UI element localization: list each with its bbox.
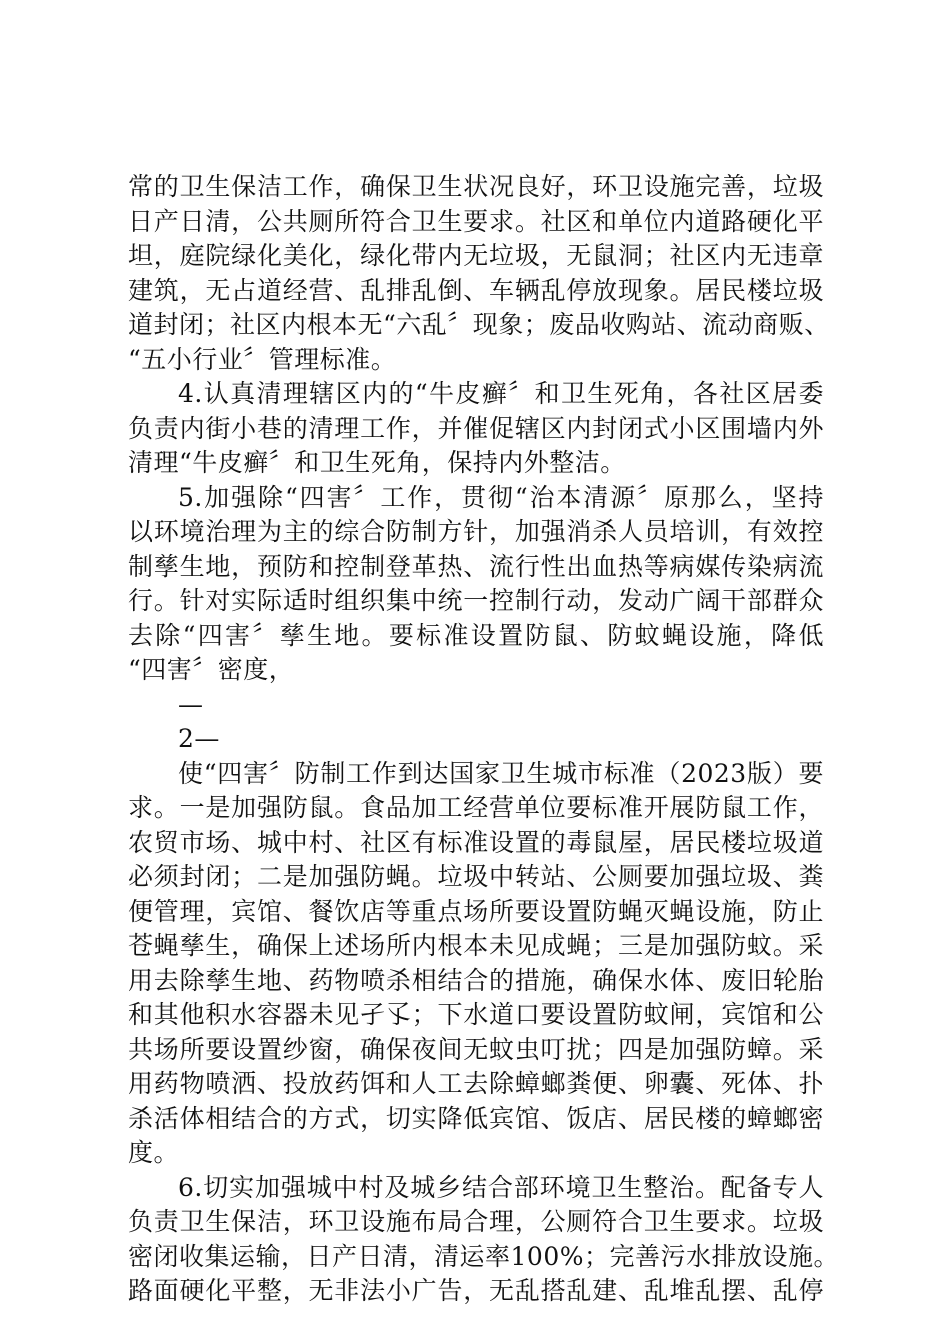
text-line: 道封闭；社区内根本无“六乱〞现象；废品收购站、流动商贩、 <box>128 310 830 339</box>
text-line: 使“四害〞防制工作到达国家卫生城市标准（2023版）要 <box>178 758 824 788</box>
page-number: 2— <box>178 724 220 753</box>
text-line: 坦，庭院绿化美化，绿化带内无垃圾，无鼠洞；社区内无违章 <box>128 241 824 270</box>
text-line: 行。针对实际适时组织集中统一控制行动，发动广阔干部群众 <box>128 586 824 615</box>
text-line: 建筑，无占道经营、乱排乱倒、车辆乱停放现象。居民楼垃圾 <box>128 275 824 305</box>
text-line: 用去除孳生地、药物喷杀相结合的措施，确保水体、废旧轮胎 <box>128 965 824 995</box>
text-line: 农贸市场、城中村、社区有标准设置的毒鼠屋，居民楼垃圾道 <box>128 827 824 857</box>
text-line: 去除“四害〞孳生地。要标准设置防鼠、防蚊蝇设施，降低 <box>128 620 824 650</box>
text-line: 以环境治理为主的综合防制方针，加强消杀人员培训，有效控 <box>128 517 824 546</box>
text-line: 求。一是加强防鼠。食品加工经营单位要标准开展防鼠工作， <box>128 793 824 822</box>
paragraph-6-start: 6.切实加强城中村及城乡结合部环境卫生整治。配备专人 <box>178 1172 824 1202</box>
text-line: 便管理，宾馆、餐饮店等重点场所要设置防蝇灭蝇设施，防止 <box>128 896 824 926</box>
text-line: 杀活体相结合的方式，切实降低宾馆、饭店、居民楼的蟑螂密 <box>128 1103 824 1133</box>
text-line: 和其他积水容器未见孑孓；下水道口要设置防蚊闸，宾馆和公 <box>128 1000 824 1029</box>
text-line: 共场所要设置纱窗，确保夜间无蚊虫叮扰；四是加强防蟑。采 <box>128 1034 824 1064</box>
text-line: 制孳生地，预防和控制登革热、流行性出血热等病媒传染病流 <box>128 551 824 581</box>
text-line: “四害〞密度， <box>128 655 295 684</box>
text-line: 密闭收集运输，日产日清，清运率100%；完善污水排放设施。 <box>128 1241 839 1271</box>
text-line: 负责内街小巷的清理工作，并催促辖区内封闭式小区围墙内外 <box>128 413 824 443</box>
paragraph-4-start: 4.认真清理辖区内的“牛皮癣〞和卫生死角，各社区居委 <box>178 379 824 408</box>
text-line: 度。 <box>128 1138 180 1167</box>
page-marker-dash: — <box>178 689 204 719</box>
text-line: 日产日清，公共厕所符合卫生要求。社区和单位内道路硬化平 <box>128 206 824 236</box>
text-line: 用药物喷洒、投放药饵和人工去除蟑螂粪便、卵囊、死体、扑 <box>128 1069 824 1098</box>
text-line: 必须封闭；二是加强防蝇。垃圾中转站、公厕要加强垃圾、粪 <box>128 862 824 891</box>
body-text <box>128 170 839 1309</box>
text-line: “五小行业〞管理标准。 <box>128 344 397 374</box>
text-line: 常的卫生保洁工作，确保卫生状况良好，环卫设施完善，垃圾 <box>128 172 824 201</box>
text-line: 负责卫生保洁，环卫设施布局合理，公厕符合卫生要求。垃圾 <box>128 1207 824 1236</box>
text-line: 苍蝇孳生，确保上述场所内根本未见成蝇；三是加强防蚊。采 <box>128 931 824 960</box>
text-line: 路面硬化平整，无非法小广告，无乱搭乱建、乱堆乱摆、乱停 <box>128 1276 824 1305</box>
text-line: 清理“牛皮癣〞和卫生死角，保持内外整洁。 <box>128 448 626 477</box>
paragraph-5-start: 5.加强除“四害〞工作，贯彻“治本清源〞原那么，坚持 <box>178 482 824 512</box>
